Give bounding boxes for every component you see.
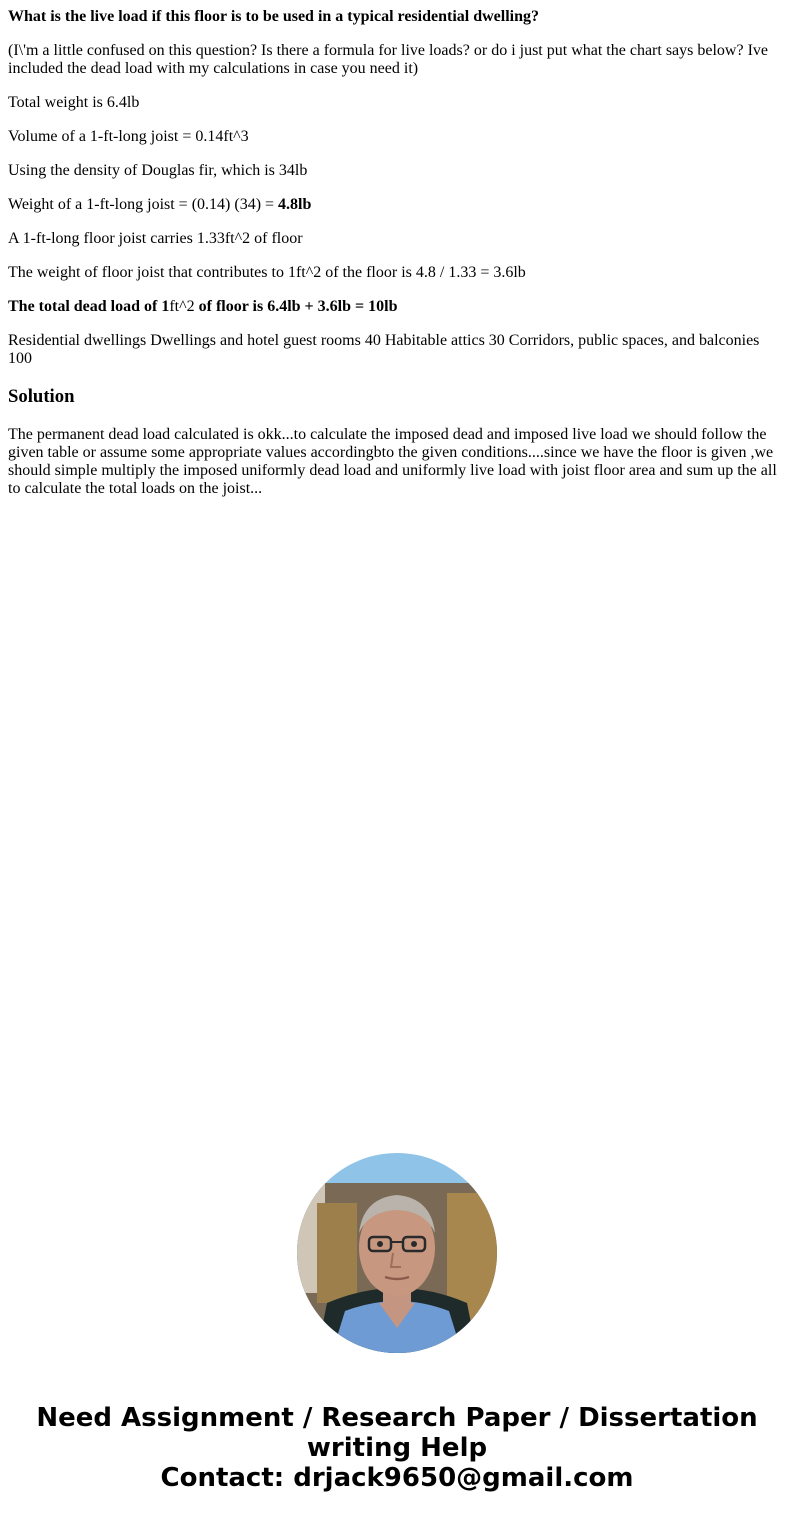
promo-contact: Contact: drjack9650@gmail.com bbox=[160, 1463, 634, 1493]
calc-line-volume: Volume of a 1-ft-long joist = 0.14ft^3 bbox=[8, 128, 249, 145]
promo-line-2: writing Help bbox=[306, 1433, 488, 1463]
weight-value: 4.8lb bbox=[278, 196, 312, 213]
calc-line-density: Using the density of Douglas fir, which is 34lb bbox=[8, 162, 308, 179]
solution-body: The permanent dead load calculated is okk...to calculate the imposed dead and imposed live load we should follow the given table or assume some appropriate values accordingbto the given conditions....since we have the floor is given ,we should simple multiply the imposed uniformly dead load and uniformly live load with joist floor area and sum up the all to calculate the total loads on the joist... bbox=[8, 426, 777, 497]
promo-line-1: Need Assignment / Research Paper / Dissertation bbox=[36, 1403, 758, 1433]
question-note: (I\'m a little confused on this question? Is there a formula for live loads? or do i just put what the chart says below? Ive included the dead load with my calculations in case you need it) bbox=[8, 42, 769, 77]
calc-line-total-weight: Total weight is 6.4lb bbox=[8, 94, 140, 111]
calc-line-contribution: The weight of floor joist that contributes to 1ft^2 of the floor is 4.8 / 1.33 = 3.6lb bbox=[8, 264, 526, 281]
document-content bbox=[8, 0, 780, 514]
question-title: What is the live load if this floor is to be used in a typical residential dwelling? bbox=[8, 8, 539, 25]
calc-line-area: A 1-ft-long floor joist carries 1.33ft^2 of floor bbox=[8, 230, 303, 247]
promo-banner bbox=[0, 1403, 794, 1493]
calc-line-total-dead-load: The total dead load of 1ft^2 of floor is 6.4lb + 3.6lb = 10lb bbox=[8, 298, 398, 315]
avatar-portrait-icon bbox=[297, 1153, 497, 1353]
solution-heading: Solution bbox=[8, 386, 75, 407]
author-avatar bbox=[297, 1153, 497, 1353]
live-load-table-text: Residential dwellings Dwellings and hotel guest rooms 40 Habitable attics 30 Corridors, public spaces, and balconies 100 bbox=[8, 332, 760, 367]
calc-line-weight: Weight of a 1-ft-long joist = (0.14) (34) = 4.8lb bbox=[8, 196, 312, 213]
